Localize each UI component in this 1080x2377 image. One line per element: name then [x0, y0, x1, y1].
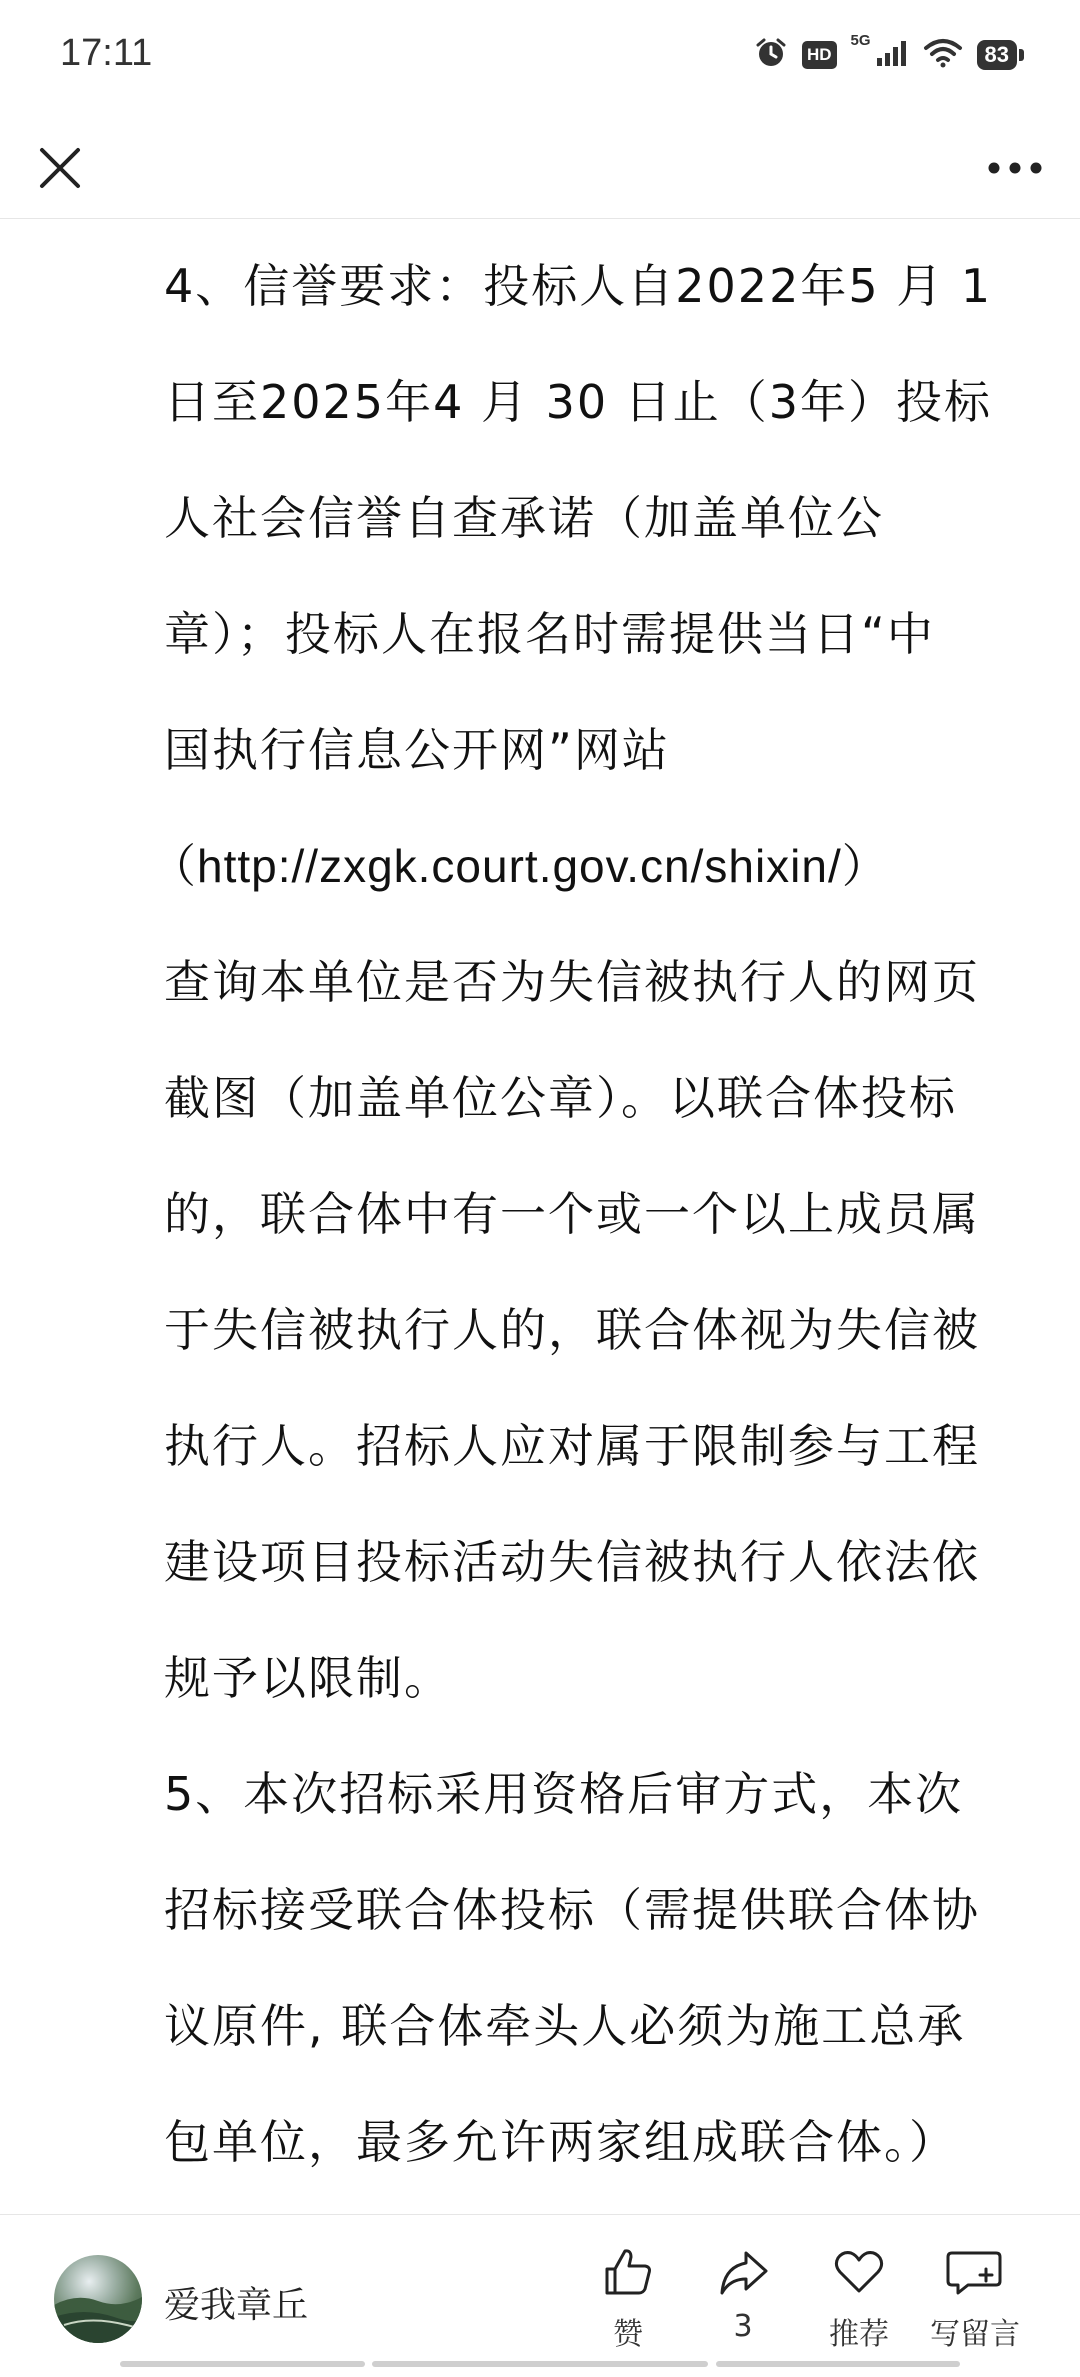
write-comment-button[interactable] — [920, 2245, 1030, 2353]
battery-icon — [977, 40, 1024, 70]
heart-icon — [832, 2245, 886, 2299]
author-avatar[interactable] — [54, 2255, 142, 2343]
signal-icon — [875, 38, 909, 72]
article-line: 于失信被执行人的，联合体视为失信被 — [164, 1303, 980, 1357]
thumbs-up-icon — [601, 2245, 655, 2299]
like-button[interactable] — [573, 2245, 683, 2353]
article-line: 5、本次招标采用资格后审方式，本次 — [164, 1767, 964, 1821]
article-line: 人社会信誉自查承诺（加盖单位公 — [164, 491, 884, 545]
wifi-icon — [923, 38, 963, 72]
article-line-url: （http://zxgk.court.gov.cn/shixin/） — [150, 840, 889, 892]
status-bar — [0, 0, 1080, 118]
article-line: 章）；投标人在报名时需提供当日“中 — [164, 607, 935, 661]
status-icons — [754, 32, 1024, 74]
more-icon — [987, 161, 1043, 175]
share-count: 3 — [733, 2309, 753, 2344]
close-button[interactable] — [30, 138, 90, 198]
article-line: 的，联合体中有一个或一个以上成员属 — [164, 1187, 980, 1241]
scroll-indicator-middle — [372, 2361, 708, 2367]
hd-icon: HD — [802, 41, 837, 69]
more-button[interactable] — [980, 138, 1050, 198]
article-line: 国执行信息公开网”网站 — [164, 723, 670, 777]
article-line: 日至2025年4 月 30 日止（3年）投标 — [164, 375, 992, 429]
status-time: 17:11 — [60, 32, 153, 74]
author-name[interactable]: 爱我章丘 — [164, 2285, 309, 2326]
article-line: 议原件, 联合体牵头人必须为施工总承 — [164, 1999, 966, 2053]
scroll-indicator-right — [716, 2361, 960, 2367]
article-line: 查询本单位是否为失信被执行人的网页 — [164, 955, 980, 1009]
top-bar — [0, 118, 1080, 219]
comment-add-icon — [946, 2245, 1004, 2299]
close-icon — [38, 146, 82, 190]
article-line: 截图（加盖单位公章）。以联合体投标 — [164, 1071, 957, 1125]
comment-label: 写留言 — [930, 2317, 1020, 2352]
like-label: 赞 — [613, 2317, 643, 2352]
article-line: 包单位，最多允许两家组成联合体。） — [164, 2115, 957, 2169]
network-type-label: 5G — [850, 32, 871, 49]
article-line: 招标接受联合体投标（需提供联合体协 — [164, 1883, 980, 1937]
bottom-action-bar — [0, 2214, 1080, 2377]
article-line: 建设项目投标活动失信被执行人依法依 — [164, 1535, 980, 1589]
article-line: 4、信誉要求：投标人自2022年5 月 1 — [164, 259, 993, 313]
battery-level: 83 — [977, 40, 1017, 70]
article-line: 执行人。招标人应对属于限制参与工程 — [164, 1419, 980, 1473]
scroll-indicator-left — [120, 2361, 365, 2367]
article-line: 规予以限制。 — [164, 1651, 452, 1705]
recommend-button[interactable] — [804, 2245, 914, 2353]
share-icon — [716, 2245, 770, 2299]
article-body — [150, 228, 1024, 2200]
share-button[interactable] — [688, 2245, 798, 2344]
alarm-icon — [754, 36, 788, 74]
recommend-label: 推荐 — [829, 2317, 889, 2352]
